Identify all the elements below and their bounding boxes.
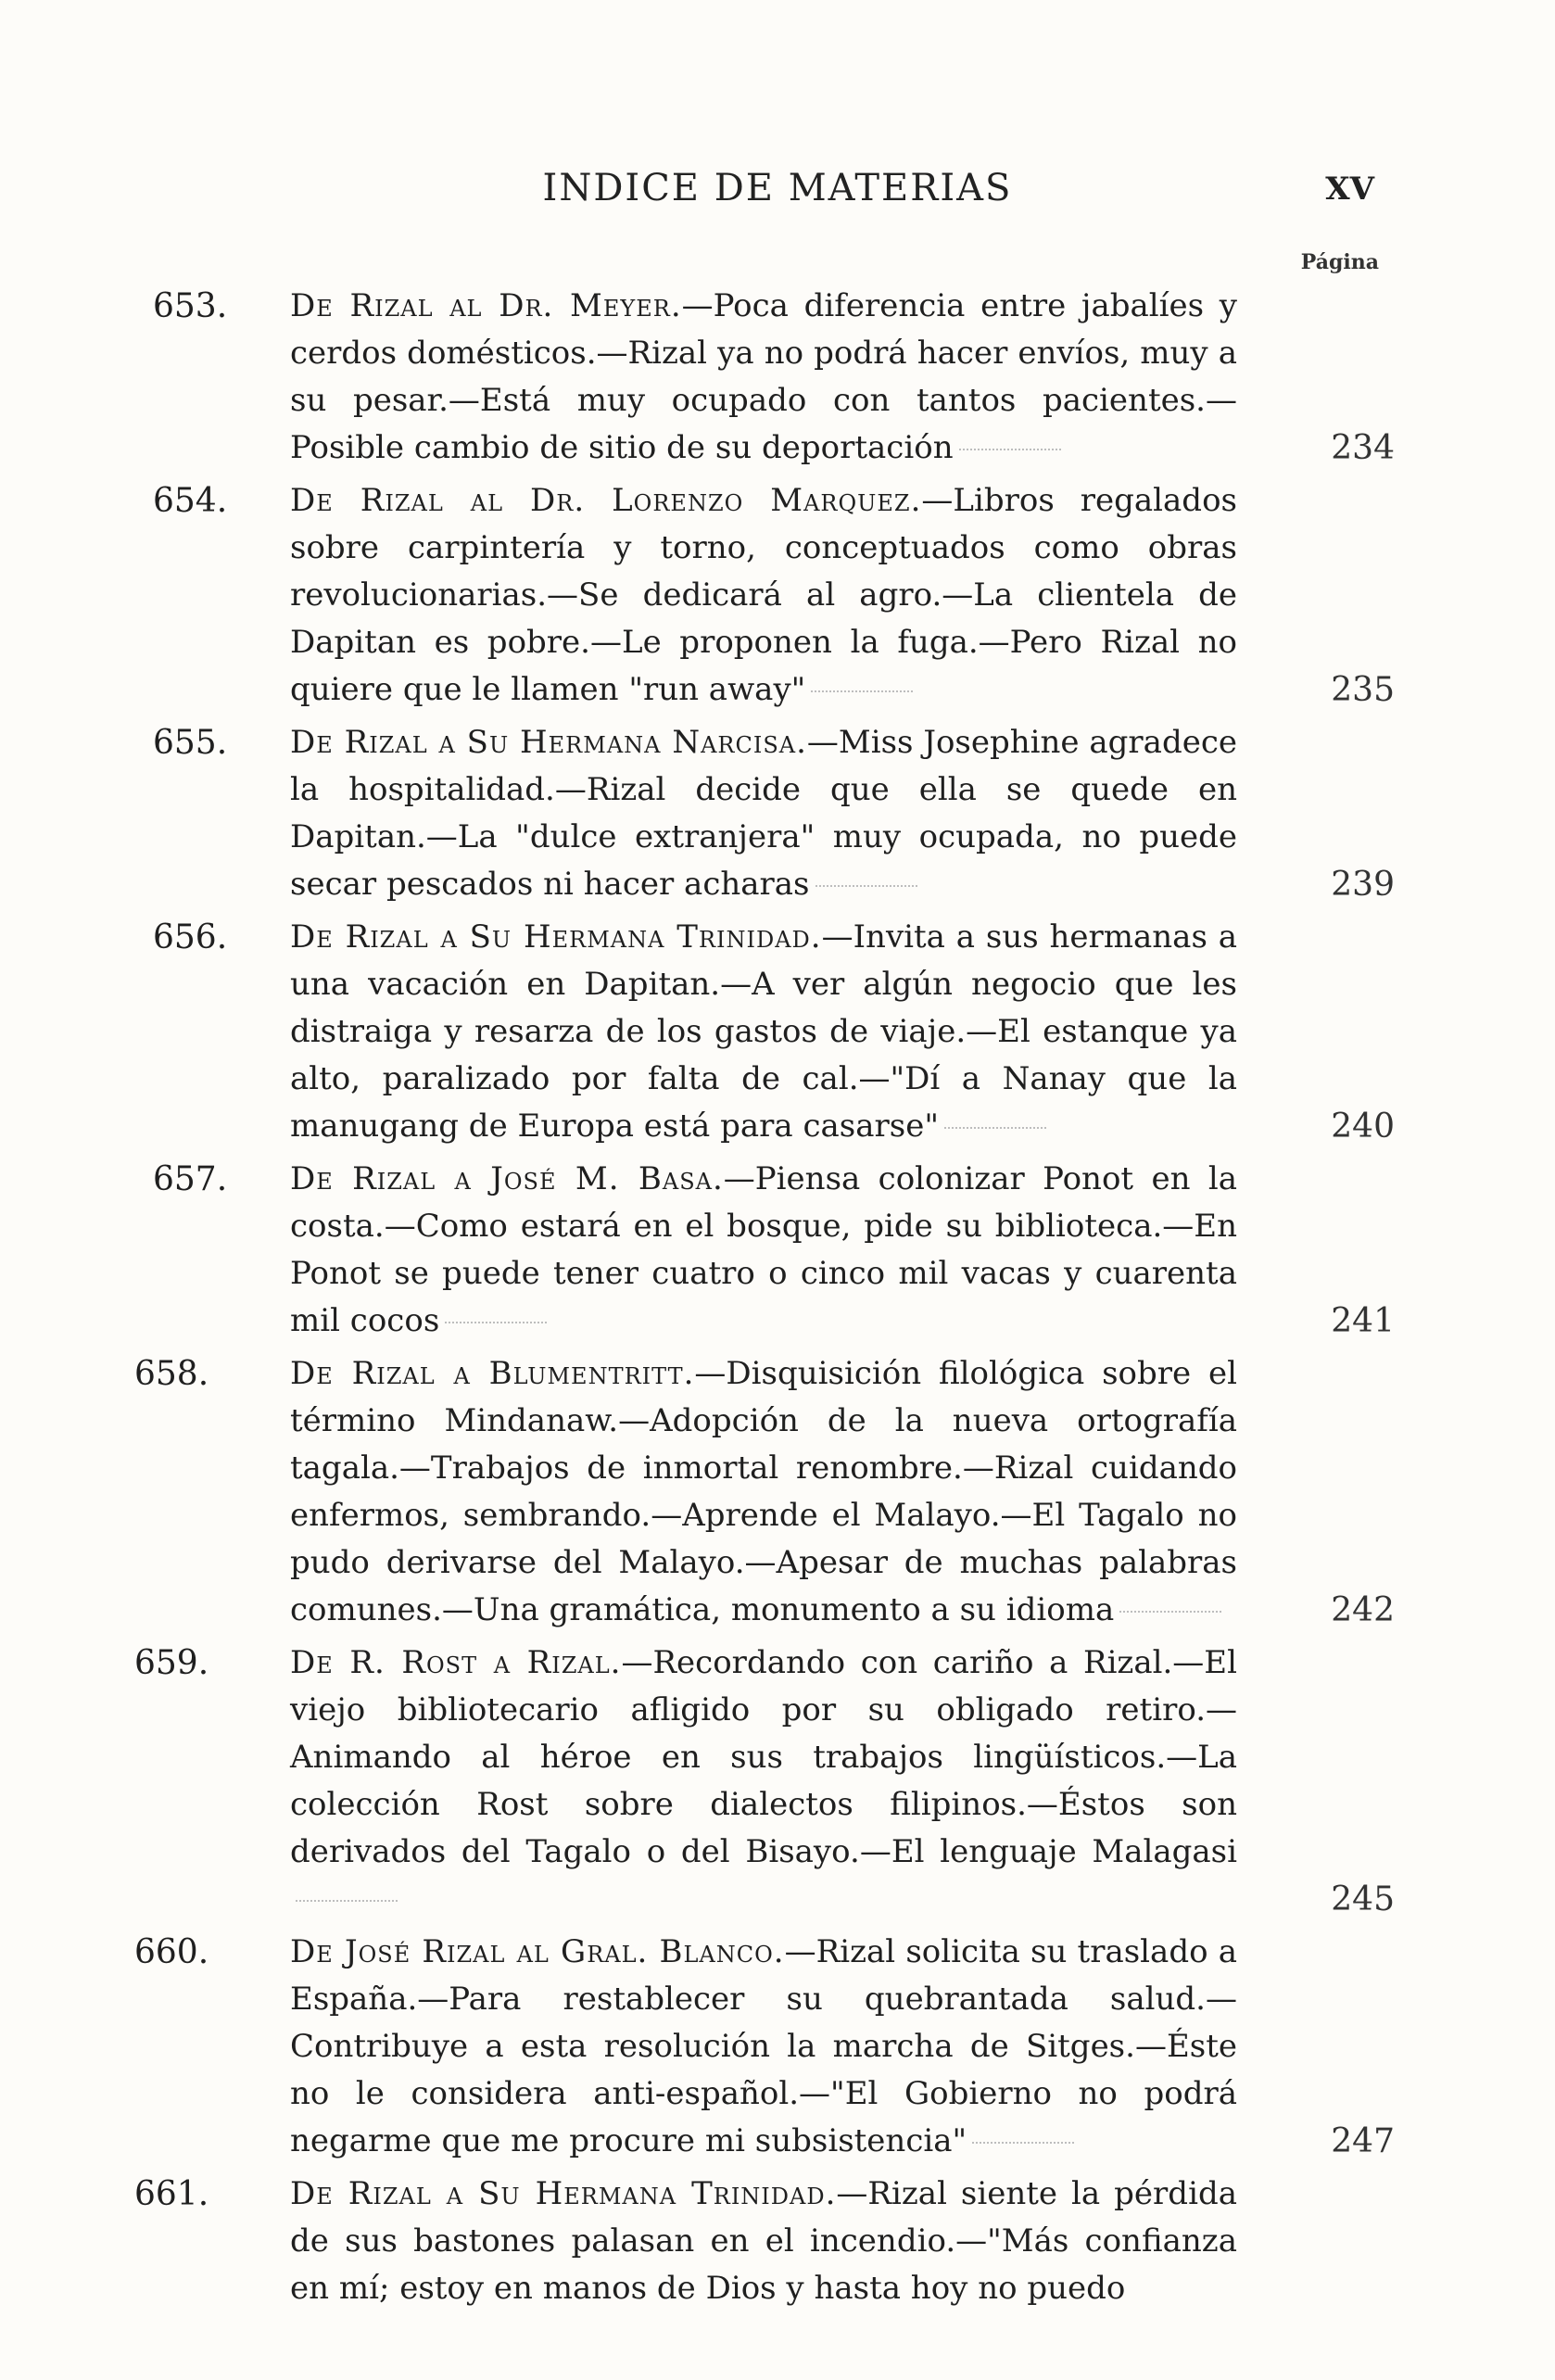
entry-page-ref: 247 [1331,2122,1395,2160]
entry-summary: —Rizal solicita su traslado a España.—Para restablecer su quebrantada salud.—Contribuye a esta resolución la marcha de Sitges.—Éste no le considera anti-español.—"El Gobierno no podrá negarme que me procure mi subsistencia" [290,1933,1237,2159]
entry-summary: —Miss Josephine agradece la hospitalidad.—Rizal decide que ella se quede en Dapitan.—La "dulce extranjera" muy ocupada, no puede secar pescados ni hacer acharas [290,724,1237,903]
dot-leader [944,1127,1046,1129]
entry-heading: De R. Rost a Rizal. [290,1644,622,1681]
entry-heading: De Rizal al Dr. Meyer. [290,287,682,324]
entry-text [290,1639,1237,1923]
entry-heading: De Rizal a Su Hermana Trinidad. [290,2175,837,2212]
entry-page-ref: 241 [1331,1302,1395,1340]
entry-660 [134,1929,1395,2165]
dot-leader [972,2142,1074,2144]
entry-number: 661. [134,2175,209,2213]
entry-656 [153,914,1395,1150]
entry-text [290,719,1237,908]
entry-text [290,1929,1237,2165]
entry-heading: De Rizal a Su Hermana Narcisa. [290,724,807,761]
entry-657 [153,1156,1395,1345]
entry-number: 660. [134,1933,209,1971]
running-title: INDICE DE MATERIAS [542,167,1013,209]
entry-number: 656. [153,918,228,956]
entry-page-ref: 242 [1331,1591,1395,1629]
entry-summary: —Poca diferencia entre jabalíes y cerdos domésticos.—Rizal ya no podrá hacer envíos, muy a su pesar.—Está muy ocupado con tantos pacientes.—Posible cambio de sitio de su deportación [290,287,1237,466]
entry-page-ref: 235 [1331,671,1395,709]
entry-page-ref: 245 [1331,1880,1395,1918]
entry-summary: —Libros regalados sobre carpintería y torno, conceptuados como obras revolucionarias.—Se dedicará al agro.—La clientela de Dapitan es pobre.—Le proponen la fuga.—Pero Rizal no quiere que le llamen "run away" [290,482,1237,708]
entry-summary: —Recordando con cariño a Rizal.—El viejo bibliotecario afligido por su obligado retiro.—Animando al héroe en sus trabajos lingüísticos.—La colección Rost sobre dialectos filipinos.—Éstos son derivados del Tagalo o del Bisayo.—El lenguaje Malagasi [290,1644,1237,1870]
page-header [0,167,1555,222]
entry-summary: —Piensa colonizar Ponot en la costa.—Como estará en el bosque, pide su biblioteca.—En Ponot se puede tener cuatro o cinco mil vacas y cuarenta mil cocos [290,1160,1237,1339]
dot-leader [1119,1611,1221,1613]
entry-page-ref: 234 [1331,429,1395,467]
entry-heading: De Rizal al Dr. Lorenzo Marquez. [290,482,922,519]
dot-leader [811,690,913,692]
entry-page-ref: 240 [1331,1108,1395,1146]
entry-659 [134,1639,1395,1923]
entry-summary: —Invita a sus hermanas a una vacación en Dapitan.—A ver algún negocio que les distraiga y resarza de los gastos de viaje.—El estanque ya alto, paralizado por falta de cal.—"Dí a Nanay que la manugang de Europa está para casarse" [290,918,1237,1145]
index-entries [134,283,1395,2318]
dot-leader [959,449,1061,450]
entry-summary: —Disquisición filológica sobre el término Mindanaw.—Adopción de la nueva ortografía tagala.—Trabajos de inmortal renombre.—Rizal cuidando enfermos, sembrando.—Aprende el Malayo.—El Tagalo no pudo derivarse del Malayo.—Apesar de muchas palabras comunes.—Una gramática, monumento a su idioma [290,1355,1237,1628]
entry-text [290,2171,1237,2312]
entry-heading: De José Rizal al Gral. Blanco. [290,1933,785,1970]
entry-text [290,1350,1237,1634]
entry-summary: —Rizal siente la pérdida de sus bastones palasan en el incendio.—"Más confianza en mí; estoy en manos de Dios y hasta hoy no puedo [290,2175,1237,2307]
entry-653 [153,283,1395,472]
entry-text [290,914,1237,1150]
entry-heading: De Rizal a José M. Basa. [290,1160,724,1197]
entry-number: 655. [153,724,228,762]
entry-text [290,1156,1237,1345]
entry-661 [134,2171,1237,2312]
page-column-label: Página [1300,250,1379,274]
entry-number: 659. [134,1644,209,1682]
entry-text [290,477,1237,714]
entry-number: 654. [153,482,228,520]
dot-leader [815,885,917,887]
entry-text [290,283,1237,472]
entry-number: 653. [153,287,228,325]
entry-page-ref: 239 [1331,866,1395,904]
entry-number: 657. [153,1160,228,1198]
dot-leader [296,1900,398,1902]
entry-654 [153,477,1395,714]
entry-heading: De Rizal a Su Hermana Trinidad. [290,918,822,956]
page-number: XV [1325,171,1374,208]
entry-655 [153,719,1395,908]
dot-leader [445,1322,547,1323]
entry-number: 658. [134,1355,209,1393]
entry-heading: De Rizal a Blumentritt. [290,1355,695,1392]
entry-658 [134,1350,1395,1634]
